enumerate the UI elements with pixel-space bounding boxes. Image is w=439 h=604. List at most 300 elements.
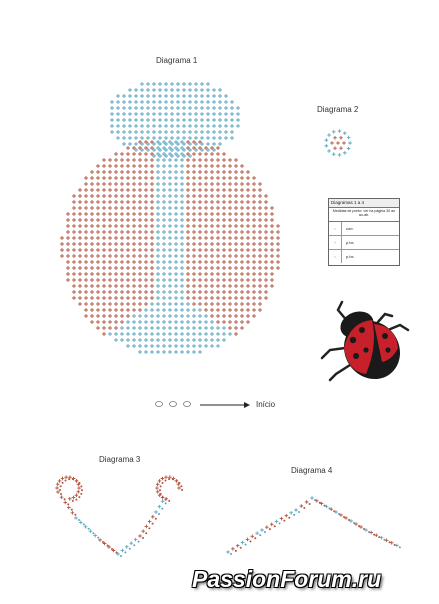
stitch-mark <box>246 302 250 306</box>
stitch-mark <box>152 154 156 158</box>
stitch-mark <box>198 272 202 276</box>
stitch-mark <box>102 326 106 330</box>
stitch-mark <box>258 236 262 240</box>
stitch-mark <box>152 82 156 86</box>
legend-row <box>329 222 399 236</box>
stitch-mark <box>56 482 60 486</box>
stitch-mark <box>310 496 314 500</box>
stitch-mark <box>216 170 220 174</box>
stitch-mark <box>374 533 378 537</box>
stitch-mark <box>156 188 160 192</box>
stitch-mark <box>270 284 274 288</box>
stitch-mark <box>224 136 228 140</box>
stitch-mark <box>84 314 88 318</box>
stitch-mark <box>161 477 165 481</box>
stitch-mark <box>174 254 178 258</box>
stitch-mark <box>168 302 172 306</box>
stitch-mark <box>168 266 172 270</box>
stitch-mark <box>222 206 226 210</box>
stitch-mark <box>182 142 186 146</box>
stitch-mark <box>66 242 70 246</box>
stitch-mark <box>108 188 112 192</box>
stitch-mark <box>192 146 196 150</box>
stitch-mark <box>156 260 160 264</box>
stitch-mark <box>210 266 214 270</box>
stitch-mark <box>144 344 148 348</box>
stitch-mark <box>168 182 172 186</box>
stitch-dot <box>274 525 276 527</box>
stitch-mark <box>222 242 226 246</box>
stitch-mark <box>140 124 144 128</box>
stitch-mark <box>138 534 142 538</box>
stitch-mark <box>218 100 222 104</box>
stitch-mark <box>224 124 228 128</box>
stitch-mark <box>84 272 88 276</box>
stitch-mark <box>180 164 184 168</box>
stitch-mark <box>180 332 184 336</box>
stitch-mark <box>126 164 130 168</box>
stitch-mark <box>174 206 178 210</box>
stitch-mark <box>252 230 256 234</box>
stitch-mark <box>168 350 172 354</box>
stitch-mark <box>339 146 343 150</box>
stitch-mark <box>116 118 120 122</box>
stitch-mark <box>168 170 172 174</box>
stitch-mark <box>265 525 269 529</box>
stitch-mark <box>228 332 232 336</box>
stitch-mark <box>146 142 150 146</box>
stitch-dot <box>83 523 85 525</box>
stitch-mark <box>120 188 124 192</box>
stitch-mark <box>246 538 250 542</box>
stitch-dot <box>65 479 67 481</box>
stitch-mark <box>210 344 214 348</box>
stitch-mark <box>258 308 262 312</box>
stitch-mark <box>222 236 226 240</box>
stitch-mark <box>138 278 142 282</box>
stitch-mark <box>210 188 214 192</box>
stitch-mark <box>216 212 220 216</box>
stitch-mark <box>182 148 186 152</box>
stitch-mark <box>194 130 198 134</box>
stitch-mark <box>128 130 132 134</box>
stitch-mark <box>234 248 238 252</box>
stitch-mark <box>216 224 220 228</box>
stitch-mark <box>212 148 216 152</box>
stitch-mark <box>90 272 94 276</box>
stitch-mark <box>234 308 238 312</box>
stitch-mark <box>132 152 136 156</box>
stitch-mark <box>72 206 76 210</box>
stitch-mark <box>204 200 208 204</box>
stitch-mark <box>168 248 172 252</box>
stitch-mark <box>138 332 142 336</box>
stitch-mark <box>252 248 256 252</box>
stitch-mark <box>186 164 190 168</box>
stitch-dot <box>120 555 122 557</box>
stitch-mark <box>156 314 160 318</box>
stitch-mark <box>200 136 204 140</box>
stitch-mark <box>236 544 240 548</box>
stitch-mark <box>146 130 150 134</box>
stitch-mark <box>168 188 172 192</box>
stitch-mark <box>156 170 160 174</box>
stitch-mark <box>114 284 118 288</box>
stitch-mark <box>186 140 190 144</box>
stitch-mark <box>138 308 142 312</box>
stitch-mark <box>150 248 154 252</box>
stitch-mark <box>246 176 250 180</box>
stitch-dot <box>283 520 285 522</box>
stitch-mark <box>134 130 138 134</box>
stitch-mark <box>270 242 274 246</box>
stitch-mark <box>210 272 214 276</box>
stitch-mark <box>66 218 70 222</box>
stitch-mark <box>234 314 238 318</box>
stitch-mark <box>200 124 204 128</box>
stitch-mark <box>168 260 172 264</box>
stitch-mark <box>192 302 196 306</box>
stitch-mark <box>96 278 100 282</box>
stitch-mark <box>228 158 232 162</box>
stitch-mark <box>150 158 154 162</box>
stitch-mark <box>192 338 196 342</box>
stitch-mark <box>162 254 166 258</box>
stitch-mark <box>72 200 76 204</box>
stitch-mark <box>140 148 144 152</box>
stitch-mark <box>222 176 226 180</box>
stitch-mark <box>156 230 160 234</box>
stitch-mark <box>210 290 214 294</box>
stitch-mark <box>90 302 94 306</box>
stitch-mark <box>212 130 216 134</box>
stitch-mark <box>176 118 180 122</box>
stitch-mark <box>210 164 214 168</box>
stitch-mark <box>128 142 132 146</box>
stitch-mark <box>240 200 244 204</box>
stitch-dot <box>181 489 183 491</box>
stitch-mark <box>84 266 88 270</box>
stitch-mark <box>144 338 148 342</box>
stitch-mark <box>192 218 196 222</box>
stitch-dot <box>155 518 157 520</box>
stitch-mark <box>138 152 142 156</box>
stitch-mark <box>102 308 106 312</box>
stitch-mark <box>182 130 186 134</box>
stitch-mark <box>228 194 232 198</box>
stitch-mark <box>144 278 148 282</box>
stitch-mark <box>132 248 136 252</box>
stitch-mark <box>150 224 154 228</box>
stitch-mark <box>96 194 100 198</box>
stitch-mark <box>188 154 192 158</box>
stitch-mark <box>168 290 172 294</box>
stitch-mark <box>270 224 274 228</box>
stitch-mark <box>216 332 220 336</box>
stitch-mark <box>108 278 112 282</box>
stitch-mark <box>168 272 172 276</box>
stitch-mark <box>162 146 166 150</box>
stitch-mark <box>228 176 232 180</box>
stitch-mark <box>67 506 71 510</box>
stitch-mark <box>126 296 130 300</box>
stitch-mark <box>204 242 208 246</box>
stitch-mark <box>96 284 100 288</box>
stitch-mark <box>240 182 244 186</box>
stitch-mark <box>108 320 112 324</box>
stitch-dot <box>158 513 160 515</box>
stitch-mark <box>78 188 82 192</box>
stitch-mark <box>156 182 160 186</box>
stitch-mark <box>186 302 190 306</box>
stitch-dot <box>303 507 305 509</box>
stitch-mark <box>144 206 148 210</box>
stitch-mark <box>84 230 88 234</box>
stitch-mark <box>206 100 210 104</box>
stitch-dot <box>168 500 170 502</box>
stitch-mark <box>138 290 142 294</box>
stitch-mark <box>252 290 256 294</box>
stitch-dot <box>88 528 90 530</box>
stitch-mark <box>102 218 106 222</box>
stitch-mark <box>126 308 130 312</box>
stitch-mark <box>198 206 202 210</box>
stitch-mark <box>240 164 244 168</box>
stitch-mark <box>150 332 154 336</box>
stitch-mark <box>164 106 168 110</box>
stitch-mark <box>198 158 202 162</box>
stitch-mark <box>234 332 238 336</box>
stitch-mark <box>120 290 124 294</box>
stitch-mark <box>66 266 70 270</box>
stitch-mark <box>132 266 136 270</box>
stitch-mark <box>90 308 94 312</box>
stitch-mark <box>206 88 210 92</box>
diagram-4-title: Diagrama 4 <box>291 466 333 475</box>
stitch-mark <box>74 516 78 520</box>
stitch-mark <box>126 272 130 276</box>
stitch-mark <box>132 254 136 258</box>
stitch-mark <box>128 118 132 122</box>
stitch-mark <box>252 182 256 186</box>
stitch-mark <box>144 248 148 252</box>
stitch-mark <box>198 212 202 216</box>
stitch-mark <box>114 290 118 294</box>
stitch-mark <box>180 344 184 348</box>
stitch-mark <box>252 242 256 246</box>
stitch-mark <box>198 326 202 330</box>
stitch-mark <box>156 290 160 294</box>
stitch-mark <box>210 242 214 246</box>
stitch-dot <box>399 546 401 548</box>
stitch-mark <box>252 236 256 240</box>
stitch-mark <box>347 136 351 140</box>
stitch-mark <box>84 248 88 252</box>
stitch-mark <box>156 200 160 204</box>
stitch-mark <box>228 320 232 324</box>
stitch-mark <box>96 170 100 174</box>
stitch-mark <box>222 248 226 252</box>
stitch-dot <box>160 485 162 487</box>
stitch-mark <box>198 146 202 150</box>
stitch-mark <box>138 242 142 246</box>
stitch-mark <box>150 350 154 354</box>
stitch-mark <box>252 218 256 222</box>
stitch-mark <box>156 140 160 144</box>
stitch-mark <box>210 260 214 264</box>
stitch-mark <box>114 248 118 252</box>
stitch-mark <box>230 136 234 140</box>
stitch-mark <box>93 534 97 538</box>
stitch-mark <box>102 164 106 168</box>
stitch-mark <box>192 206 196 210</box>
stitch-mark <box>210 326 214 330</box>
stitch-mark <box>186 308 190 312</box>
stitch-mark <box>158 82 162 86</box>
stitch-mark <box>102 272 106 276</box>
stitch-mark <box>192 308 196 312</box>
stitch-mark <box>170 148 174 152</box>
stitch-mark <box>186 146 190 150</box>
stitch-mark <box>222 164 226 168</box>
stitch-mark <box>132 338 136 342</box>
stitch-mark <box>144 296 148 300</box>
stitch-mark <box>110 106 114 110</box>
stitch-mark <box>150 314 154 318</box>
stitch-mark <box>198 188 202 192</box>
stitch-mark <box>206 124 210 128</box>
stitch-mark <box>108 326 112 330</box>
stitch-mark <box>132 272 136 276</box>
stitch-mark <box>348 141 352 145</box>
stitch-mark <box>72 266 76 270</box>
stitch-mark <box>122 118 126 122</box>
stitch-mark <box>224 118 228 122</box>
stitch-mark <box>246 314 250 318</box>
stitch-mark <box>218 112 222 116</box>
legend-symbol: + <box>329 236 342 249</box>
stitch-mark <box>255 531 259 535</box>
stitch-mark <box>66 230 70 234</box>
stitch-mark <box>222 296 226 300</box>
stitch-mark <box>120 332 124 336</box>
stitch-mark <box>222 188 226 192</box>
stitch-mark <box>125 545 129 549</box>
stitch-mark <box>174 200 178 204</box>
stitch-mark <box>174 326 178 330</box>
stitch-mark <box>164 136 168 140</box>
stitch-mark <box>168 326 172 330</box>
stitch-mark <box>180 152 184 156</box>
stitch-mark <box>192 248 196 252</box>
stitch-mark <box>210 320 214 324</box>
stitch-mark <box>78 290 82 294</box>
stitch-mark <box>72 260 76 264</box>
stitch-mark <box>198 200 202 204</box>
stitch-mark <box>246 182 250 186</box>
stitch-mark <box>150 254 154 258</box>
stitch-mark <box>78 236 82 240</box>
stitch-mark <box>90 188 94 192</box>
stitch-mark <box>222 230 226 234</box>
stitch-mark <box>186 284 190 288</box>
stitch-mark <box>102 176 106 180</box>
stitch-mark <box>79 521 83 525</box>
stitch-mark <box>156 158 160 162</box>
stitch-mark <box>174 296 178 300</box>
stitch-mark <box>192 224 196 228</box>
stitch-mark <box>204 320 208 324</box>
stitch-mark <box>72 218 76 222</box>
stitch-mark <box>102 212 106 216</box>
stitch-dot <box>172 478 174 480</box>
stitch-mark <box>264 206 268 210</box>
stitch-mark <box>188 136 192 140</box>
stitch-mark <box>144 308 148 312</box>
stitch-mark <box>75 493 79 497</box>
legend-row <box>329 236 399 250</box>
stitch-mark <box>114 314 118 318</box>
stitch-mark <box>164 148 168 152</box>
stitch-mark <box>210 236 214 240</box>
stitch-mark <box>150 326 154 330</box>
stitch-mark <box>144 146 148 150</box>
stitch-mark <box>186 338 190 342</box>
stitch-mark <box>168 308 172 312</box>
stitch-mark <box>204 218 208 222</box>
stitch-mark <box>276 248 280 252</box>
stitch-mark <box>120 260 124 264</box>
stitch-mark <box>210 206 214 210</box>
stitch-mark <box>138 182 142 186</box>
stitch-mark <box>192 188 196 192</box>
stitch-mark <box>198 224 202 228</box>
stitch-mark <box>90 290 94 294</box>
stitch-mark <box>305 500 309 504</box>
stitch-mark <box>66 224 70 228</box>
stitch-mark <box>126 200 130 204</box>
stitch-mark <box>180 230 184 234</box>
stitch-mark <box>156 320 160 324</box>
stitch-mark <box>138 212 142 216</box>
stitch-mark <box>188 112 192 116</box>
stitch-mark <box>132 230 136 234</box>
stitch-mark <box>96 320 100 324</box>
stitch-mark <box>180 218 184 222</box>
stitch-mark <box>102 170 106 174</box>
stitch-mark <box>144 332 148 336</box>
stitch-mark <box>144 290 148 294</box>
stitch-mark <box>240 224 244 228</box>
stitch-mark <box>144 260 148 264</box>
stitch-mark <box>116 106 120 110</box>
stitch-mark <box>210 308 214 312</box>
stitch-mark <box>252 206 256 210</box>
stitch-mark <box>162 206 166 210</box>
stitch-mark <box>216 344 220 348</box>
stitch-mark <box>108 200 112 204</box>
stitch-mark <box>140 100 144 104</box>
stitch-mark <box>162 224 166 228</box>
stitch-mark <box>156 212 160 216</box>
stitch-mark <box>300 504 304 508</box>
stitch-mark <box>186 272 190 276</box>
stitch-mark <box>144 224 148 228</box>
stitch-mark <box>198 182 202 186</box>
stitch-mark <box>162 194 166 198</box>
stitch-mark <box>150 182 154 186</box>
stitch-dot <box>97 537 99 539</box>
